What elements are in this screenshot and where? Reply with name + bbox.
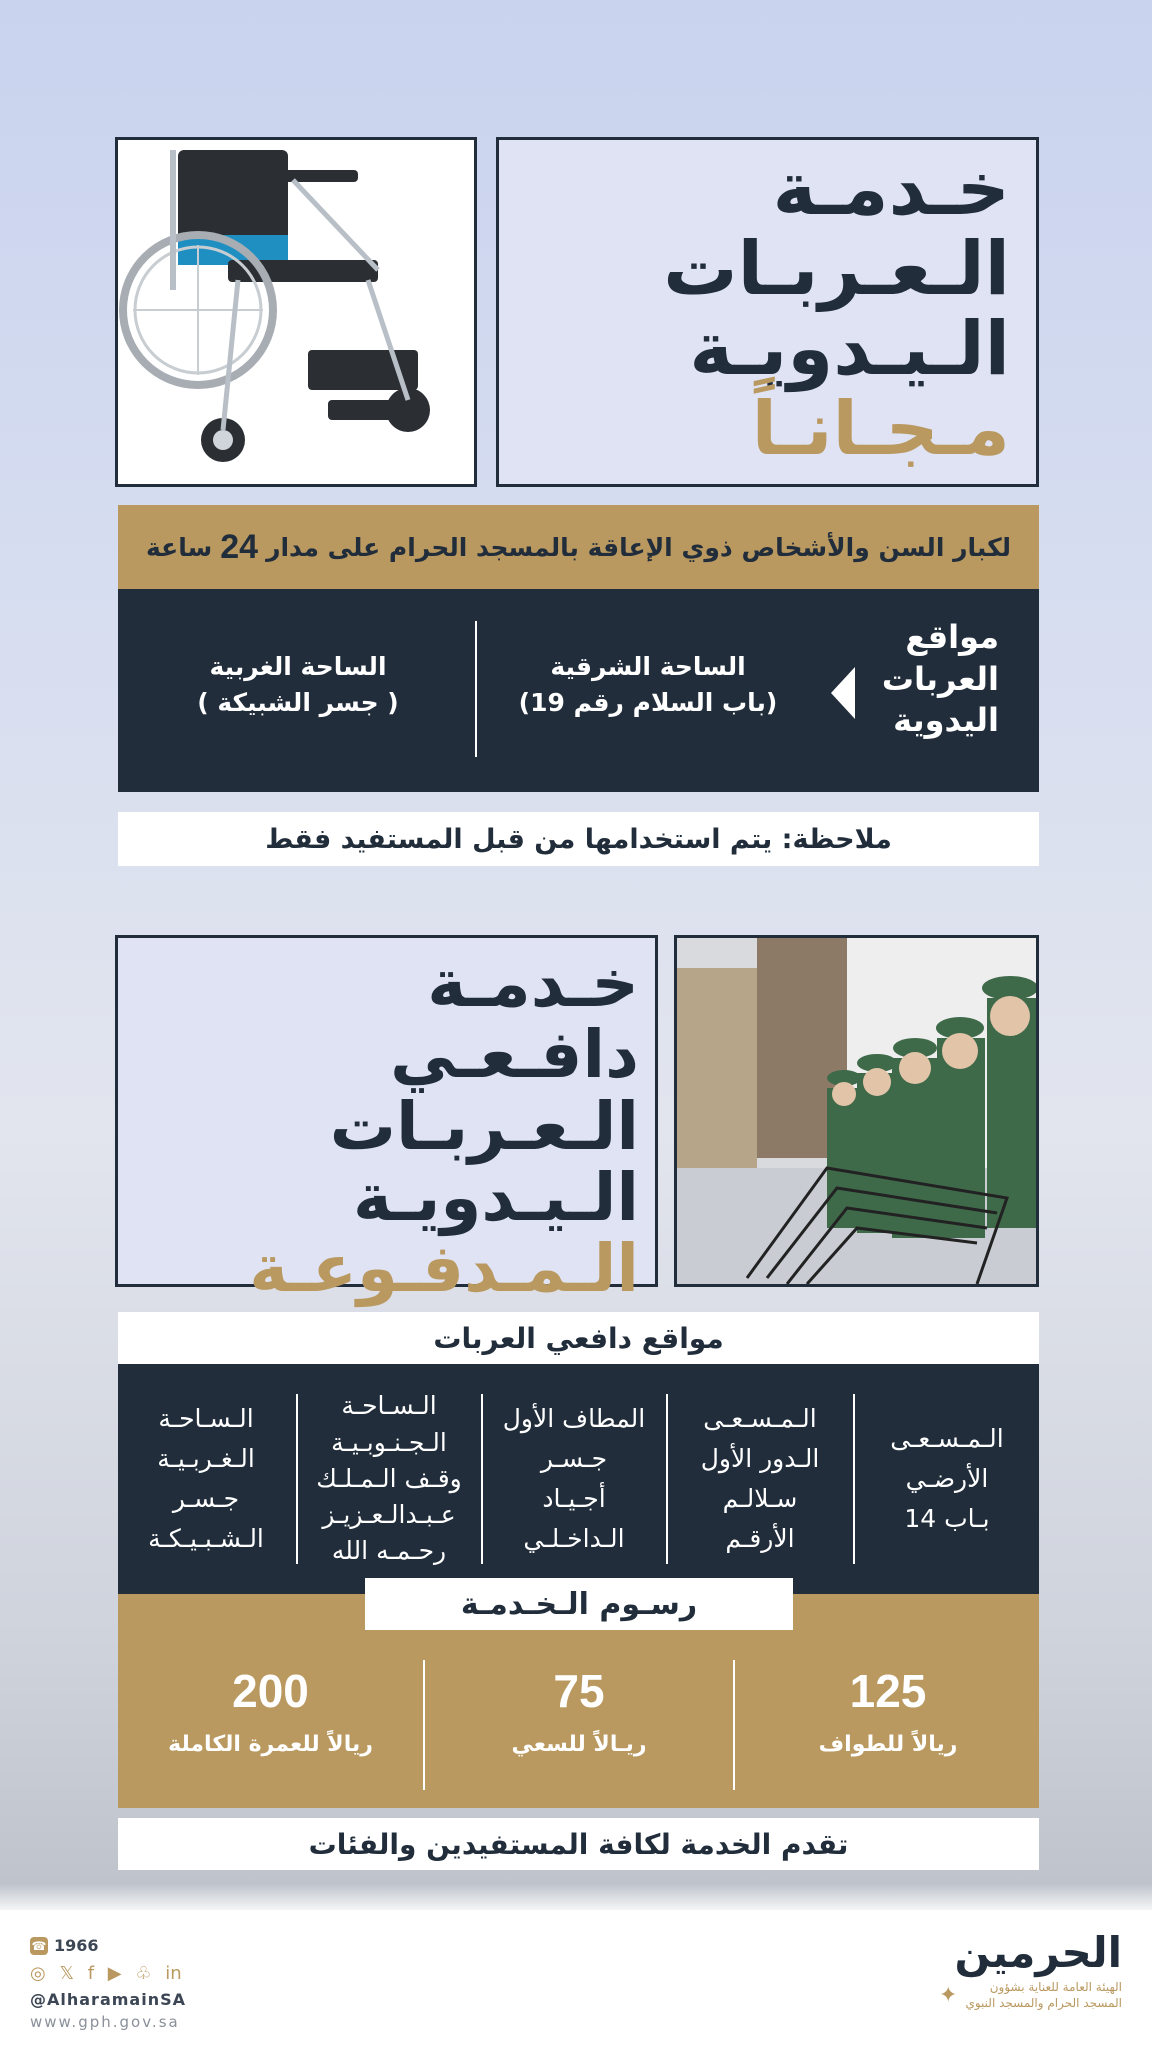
pusher-location-4-line-5: رحـمـه الله <box>331 1536 447 1566</box>
service-for-all-text: تقدم الخدمة لكافة المستفيدين والفئات <box>308 1827 849 1861</box>
paid-title-gold: الـمـدفـوعـة <box>249 1230 639 1308</box>
pusher-location-4-line-1: الـسـاحـة <box>341 1391 437 1421</box>
pusher-location-5 <box>118 1364 294 1594</box>
location-east-line-2: (باب السلام رقم 19) <box>518 688 778 718</box>
locations-heading-line-1: مواقع <box>905 618 999 656</box>
free-service-title-box <box>496 137 1039 487</box>
pushers-locations-panel <box>118 1364 1039 1594</box>
pusher-location-3-line-1: المطاف الأول <box>502 1404 646 1433</box>
brand-logo <box>862 1930 1122 2011</box>
social-icons <box>30 1963 290 1984</box>
pusher-location-2-line-2: الـدور الأول <box>700 1444 820 1473</box>
locations-heading <box>859 617 999 742</box>
footer <box>0 1910 1152 2048</box>
palm-swords-emblem-icon: ✦ <box>939 1983 958 2009</box>
footer-contact <box>30 1936 290 2031</box>
pusher-location-1-line-1: الـمـسـعـى <box>890 1424 1004 1453</box>
pusher-location-3-line-2: جـسـر <box>540 1444 608 1473</box>
service-fees-panel <box>118 1586 1039 1808</box>
fees-heading-text: رسـوم الـخـدمـة <box>460 1586 698 1622</box>
fees-divider-2 <box>423 1660 425 1790</box>
location-west-line-2: ( جسر الشبيكة ) <box>197 688 399 718</box>
pushers-photo-frame <box>674 935 1039 1287</box>
wheelchair-photo-frame <box>115 137 477 487</box>
phone-number: 1966 <box>54 1936 99 1955</box>
location-east-line-1: الساحة الشرقية <box>550 652 746 681</box>
website-link[interactable]: www.gph.gov.sa <box>30 2013 180 2031</box>
pusher-location-4-line-2: الـجـنـوبـيـة <box>331 1427 447 1457</box>
usage-note <box>118 812 1039 866</box>
paid-title-line-3: الـيـدويـة <box>353 1158 639 1236</box>
pusher-location-4 <box>298 1364 480 1594</box>
subtitle-text: لكبار السن والأشخاص ذوي الإعاقة بالمسجد الحرام على مدار <box>266 532 1011 562</box>
brand-subtitle-1: الهيئة العامة للعناية بشؤون <box>989 1980 1122 1995</box>
pushers-divider-1 <box>853 1394 855 1564</box>
wheelchair-illustration <box>118 140 474 484</box>
location-east <box>498 649 798 722</box>
fees-divider-1 <box>733 1660 735 1790</box>
paid-title-line-2: دافـعـي الـعـربـات <box>329 1016 639 1165</box>
pushers-locations-heading <box>118 1312 1039 1364</box>
fee-tawaf-label: ريالاً للطواف <box>818 1732 958 1757</box>
pusher-location-1-line-2: الأرضـي <box>905 1464 989 1493</box>
pusher-location-1-line-3: بـاب 14 <box>904 1504 990 1533</box>
phone-icon: ☎ <box>31 1938 47 1953</box>
fee-umrah-amount: 200 <box>232 1665 309 1717</box>
locations-heading-line-2: العربات <box>881 659 999 698</box>
pusher-location-4-line-3: وقـف الـمـلـك <box>316 1463 462 1493</box>
pusher-location-3 <box>483 1364 665 1594</box>
youtube-icon[interactable]: ▶ <box>107 1963 122 1984</box>
social-handle[interactable]: @AlharamainSA <box>30 1990 186 2009</box>
location-west-line-1: الساحة الغربية <box>209 652 387 681</box>
free-title-line-2: الـعـربـات <box>663 225 1010 312</box>
locations-heading-line-3: اليدوية <box>893 701 999 740</box>
fee-umrah-label: ريالاً للعمرة الكاملة <box>168 1732 373 1757</box>
pushers-divider-4 <box>296 1394 298 1564</box>
fee-tawaf-amount: 125 <box>849 1665 927 1717</box>
pointer-triangle-icon <box>831 667 855 719</box>
usage-note-text: ملاحظة: يتم استخدامها من قبل المستفيد فقط <box>265 823 892 855</box>
pusher-location-2-line-3: سـلالـم <box>722 1484 798 1513</box>
free-title-line-1: خـدمـة <box>772 146 1010 232</box>
x-icon[interactable]: 𝕏 <box>59 1963 74 1984</box>
pusher-location-5-line-4: الـشـبـيـكـة <box>148 1524 264 1553</box>
linkedin-icon[interactable]: in <box>165 1963 182 1984</box>
fee-umrah <box>118 1664 423 1757</box>
subtitle-unit: ساعة <box>146 532 213 562</box>
pusher-location-4-line-4: عـبـدالـعـزيـز <box>322 1500 456 1530</box>
pusher-location-3-line-4: الـداخـلـي <box>523 1524 625 1553</box>
pushers-illustration <box>677 938 1036 1284</box>
fees-heading <box>365 1578 793 1630</box>
paid-service-title-box <box>115 935 658 1308</box>
pusher-location-2 <box>668 1364 852 1594</box>
service-for-all-note <box>118 1818 1039 1870</box>
pusher-location-2-line-4: الأرقـم <box>725 1524 795 1553</box>
brand-name: الحرمين <box>954 1928 1122 1977</box>
pushers-heading-text: مواقع دافعي العربات <box>433 1321 724 1355</box>
fee-tawaf <box>738 1664 1038 1757</box>
pusher-location-5-line-2: الـغـربـيـة <box>157 1444 255 1473</box>
pusher-location-2-line-1: الـمـسـعـى <box>703 1404 817 1433</box>
free-title-line-3: الـيـدويـة <box>689 305 1010 392</box>
pushers-divider-2 <box>666 1394 668 1564</box>
pusher-location-3-line-3: أجـيـاد <box>542 1484 606 1513</box>
pusher-location-1 <box>855 1364 1039 1594</box>
free-title-gold: مـجـانـاً <box>751 385 1010 472</box>
brand-subtitle-2: المسجد الحرام والمسجد النبوي <box>965 1995 1122 2010</box>
pusher-location-5-line-1: الـسـاحـة <box>158 1404 254 1433</box>
location-west <box>148 649 448 722</box>
snapchat-icon[interactable]: ♧ <box>135 1963 152 1984</box>
fee-sai <box>426 1664 732 1757</box>
fee-sai-amount: 75 <box>553 1665 605 1717</box>
wheelchair-locations-panel <box>118 589 1039 792</box>
locations-divider <box>475 621 477 757</box>
paid-title-line-1: خـدمـة <box>427 945 639 1022</box>
subtitle-hours: 24 <box>220 527 259 566</box>
pusher-location-5-line-3: جـسـر <box>172 1484 240 1513</box>
fee-sai-label: ريـالاً للسعي <box>511 1732 647 1757</box>
facebook-icon[interactable]: f <box>87 1963 95 1984</box>
pushers-divider-3 <box>481 1394 483 1564</box>
instagram-icon[interactable]: ◎ <box>30 1963 46 1984</box>
free-service-subtitle-bar <box>118 505 1039 589</box>
